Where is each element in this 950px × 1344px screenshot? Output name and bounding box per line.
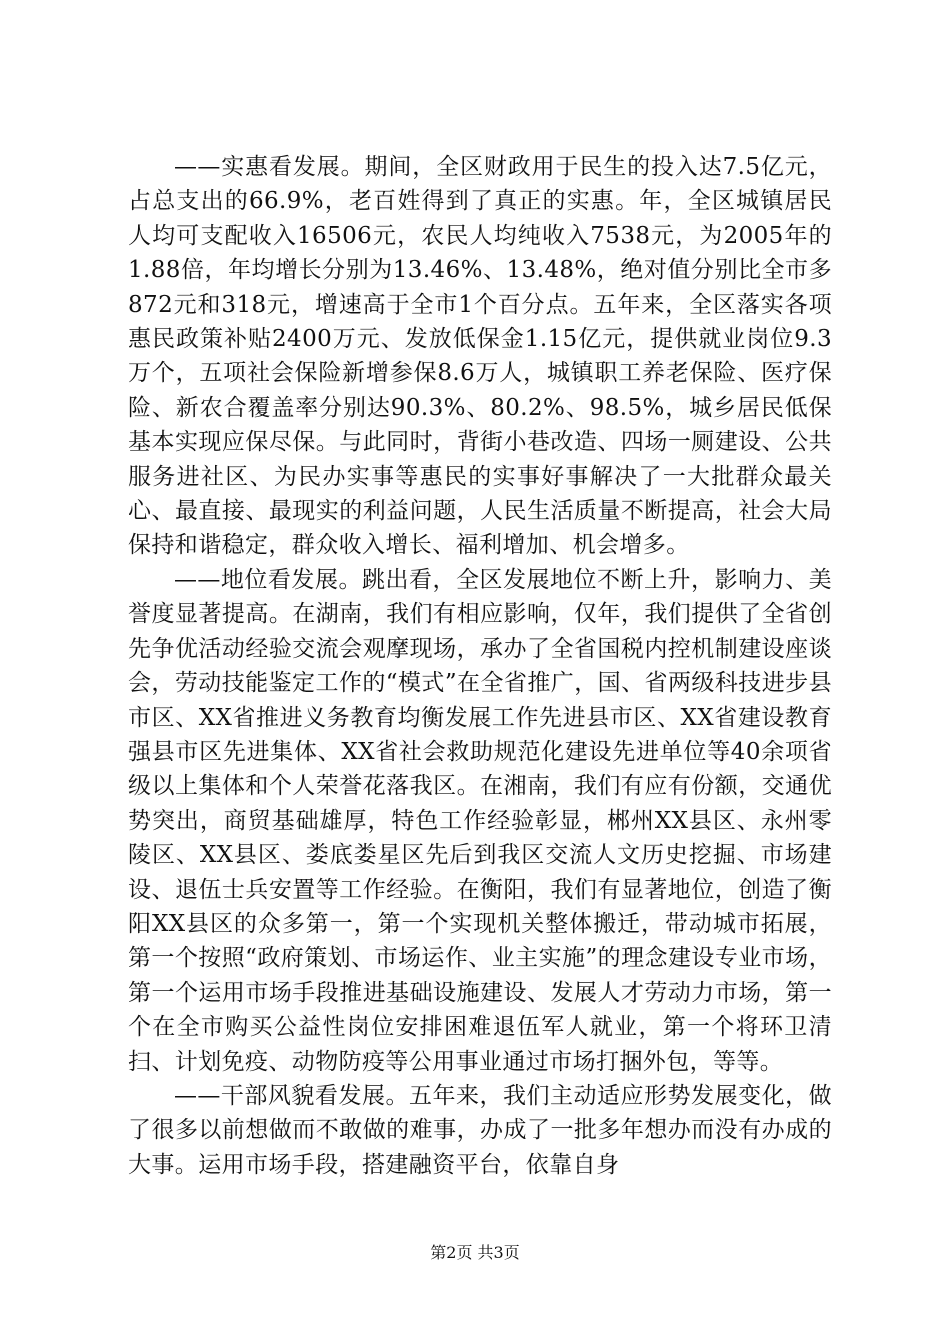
body-text [128, 150, 832, 1182]
page-footer: 第2页 共3页 [430, 1243, 520, 1262]
paragraph-status: ——地位看发展。跳出看，全区发展地位不断上升，影响力、美誉度显著提高。在湖南，我们有相应影响，仅年，我们提供了全省创先争优活动经验交流会观摩现场，承办了全省国税内控机制建设座谈会，劳动技能鉴定工作的“模式”在全省推广，国、省两级科技进步县市区、XX省推进义务教育均衡发展工作先进县市区、XX省建设教育强县市区先进集体、XX省社会救助规范化建设先进单位等40余项省级以上集体和个人荣誉花落我区。在湘南，我们有应有份额，交通优势突出，商贸基础雄厚，特色工作经验彰显，郴州XX县区、永州零陵区、XX县区、娄底娄星区先后到我区交流人文历史挖掘、市场建设、退伍士兵安置等工作经验。在衡阳，我们有显著地位，创造了衡阳XX县区的众多第一，第一个实现机关整体搬迁，带动城市拓展，第一个按照“政府策划、市场运作、业主实施”的理念建设专业市场，第一个运用市场手段推进基础设施建设、发展人才劳动力市场，第一个在全市购买公益性岗位安排困难退伍军人就业，第一个将环卫清扫、计划免疫、动物防疫等公用事业通过市场打捆外包，等等。 [128, 566, 832, 1075]
paragraph-cadres: ——干部风貌看发展。五年来，我们主动适应形势发展变化，做了很多以前想做而不敢做的难事，办成了一批多年想办而没有办成的大事。运用市场手段，搭建融资平台，依靠自身 [128, 1082, 832, 1178]
paragraph-benefits: ——实惠看发展。期间，全区财政用于民生的投入达7.5亿元，占总支出的66.9%，老百姓得到了真正的实惠。年，全区城镇居民人均可支配收入16506元，农民人均纯收入7538元，为2005年的1.88倍，年均增长分别为13.46%、13.48%，绝对值分别比全市多872元和318元，增速高于全市1个百分点。五年来，全区落实各项惠民政策补贴2400万元、发放低保金1.15亿元，提供就业岗位9.3万个，五项社会保险新增参保8.6万人，城镇职工养老保险、医疗保险、新农合覆盖率分别达90.3%、80.2%、98.5%，城乡居民低保基本实现应保尽保。与此同时，背街小巷改造、四场一厕建设、公共服务进社区、为民办实事等惠民的实事好事解决了一大批群众最关心、最直接、最现实的利益问题，人民生活质量不断提高，社会大局保持和谐稳定，群众收入增长、福利增加、机会增多。 [128, 154, 832, 559]
